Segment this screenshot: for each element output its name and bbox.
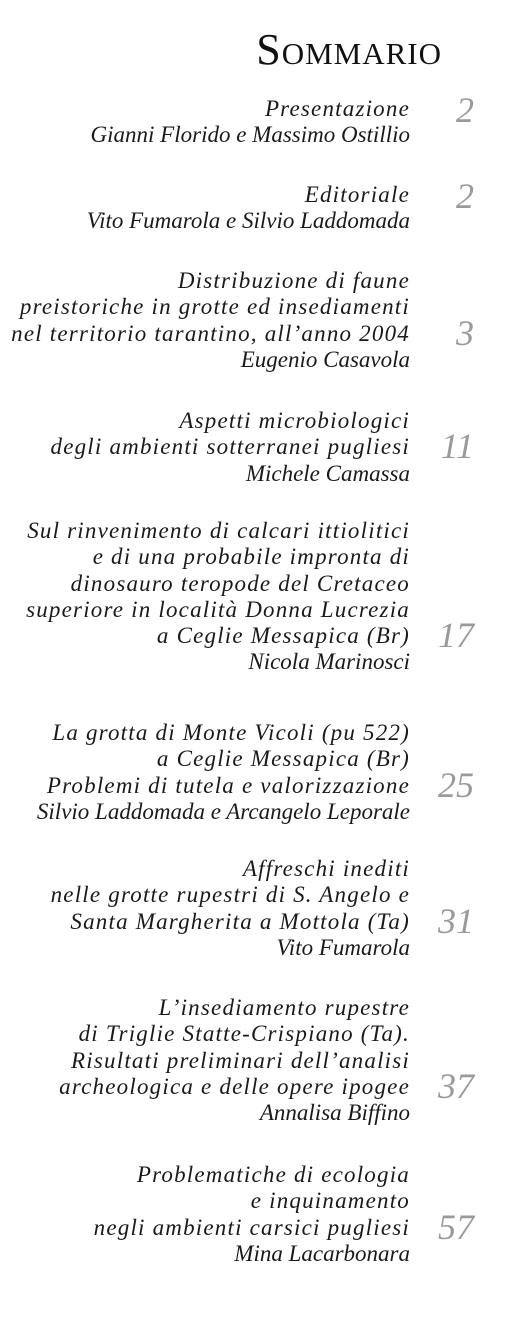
toc-entry-text bbox=[11, 268, 410, 373]
article-author: Annalisa Biffino bbox=[259, 1100, 410, 1126]
article-title-line: di Triglie Statte-Crispiano (Ta). bbox=[78, 1021, 410, 1047]
article-title-line: degli ambienti sotterranei pugliesi bbox=[50, 434, 410, 460]
article-title-line: Distribuzione di faune bbox=[177, 268, 410, 293]
toc-entry-text bbox=[51, 856, 410, 961]
article-title-line: Editoriale bbox=[304, 182, 410, 207]
article-title-line: a Ceglie Messapica (Br) bbox=[156, 623, 410, 649]
article-title-line: nelle grotte rupestri di S. Angelo e bbox=[50, 882, 410, 908]
article-title-line: negli ambienti carsici pugliesi bbox=[93, 1214, 410, 1240]
page-number: 37 bbox=[438, 1065, 474, 1106]
article-title-line: dinosauro teropode del Cretaceo bbox=[70, 570, 410, 596]
article-title-line: Affreschi inediti bbox=[242, 856, 410, 881]
page-number: 25 bbox=[438, 764, 474, 805]
page-number: 11 bbox=[440, 426, 474, 467]
toc-entry-text bbox=[26, 518, 410, 676]
article-title-line: Aspetti microbiologici bbox=[179, 408, 410, 433]
article-title-line: Sul rinvenimento di calcari ittiolitici bbox=[27, 518, 410, 543]
page-number: 3 bbox=[456, 312, 474, 353]
article-title-line: Presentazione bbox=[264, 96, 410, 121]
toc-entry-text bbox=[91, 96, 410, 149]
page-number: 57 bbox=[438, 1206, 474, 1247]
article-author: Vito Fumarola e Silvio Laddomada bbox=[86, 208, 410, 234]
article-title-line: Risultati preliminari dell’analisi bbox=[71, 1047, 410, 1073]
article-author: Vito Fumarola bbox=[276, 934, 410, 960]
article-author: Nicola Marinosci bbox=[248, 649, 410, 675]
toc-entry-text bbox=[59, 995, 410, 1126]
article-title-line: Santa Margherita a Mottola (Ta) bbox=[70, 908, 410, 934]
article-title-line: La grotta di Monte Vicoli (pu 522) bbox=[52, 720, 410, 745]
article-title-line: nel territorio tarantino, all’anno 2004 bbox=[11, 320, 410, 346]
article-title-line: a Ceglie Messapica (Br) bbox=[156, 746, 410, 772]
article-title-line: L’insediamento rupestre bbox=[158, 995, 410, 1020]
article-title-line: Problemi di tutela e valorizzazione bbox=[46, 772, 410, 798]
toc-entry-text bbox=[51, 408, 411, 487]
page-title: Sommario bbox=[256, 25, 442, 74]
page-number: 2 bbox=[456, 176, 474, 216]
article-author: Eugenio Casavola bbox=[240, 346, 410, 372]
toc-entry-text bbox=[94, 1162, 410, 1267]
toc-entry-text bbox=[37, 720, 410, 825]
article-author: Silvio Laddomada e Arcangelo Leporale bbox=[36, 798, 410, 824]
article-title-line: preistoriche in grotte ed insediamenti bbox=[19, 294, 410, 320]
article-author: Gianni Florido e Massimo Ostillio bbox=[90, 122, 410, 148]
article-title-line: e di una probabile impronta di bbox=[92, 544, 410, 570]
article-author: Michele Camassa bbox=[245, 460, 410, 486]
article-title-line: archeologica e delle opere ipogee bbox=[59, 1073, 410, 1099]
article-author: Mina Lacarbonara bbox=[234, 1240, 410, 1266]
page-number: 31 bbox=[438, 900, 474, 941]
article-title-line: Problematiche di ecologia bbox=[136, 1162, 410, 1187]
page-number: 2 bbox=[456, 90, 474, 130]
toc-entry-text bbox=[87, 182, 410, 235]
page-number: 17 bbox=[438, 615, 474, 656]
article-title-line: e inquinamento bbox=[250, 1188, 410, 1214]
article-title-line: superiore in località Donna Lucrezia bbox=[26, 596, 410, 622]
